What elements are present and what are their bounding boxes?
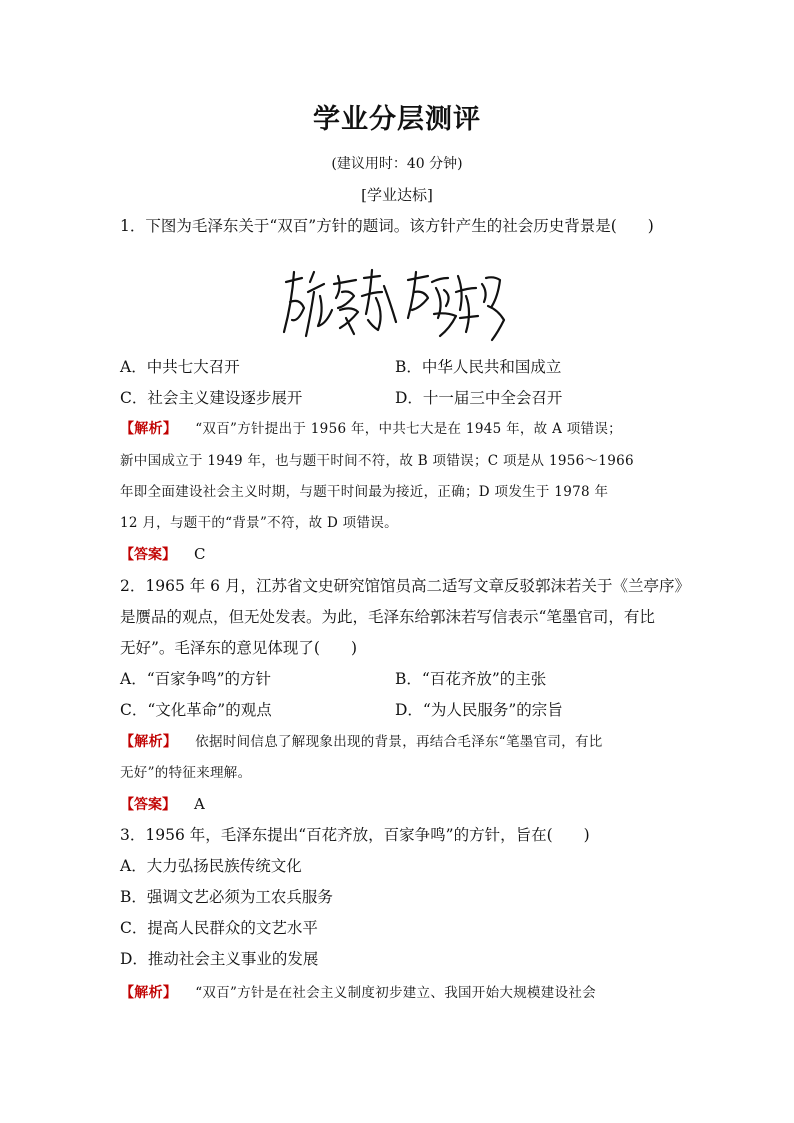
page-title: 学业分层测评 — [313, 104, 481, 135]
q1-analysis-line-1: 【解析】 “双百”方针提出于 1956 年，中共七大是在 1945 年，故 A 项错误； — [120, 421, 622, 437]
q2-stem-line-2: 是赝品的观点，但无处发表。为此，毛泽东给郭沫若写信表示“笔墨官司，有比 — [120, 608, 655, 626]
q1-option-c: C．社会主义建设逐步展开 — [120, 389, 303, 407]
q3-option-c: C．提高人民群众的文艺水平 — [120, 919, 318, 937]
q2-analysis-line-1: 【解析】 依据时间信息了解现象出现的背景，再结合毛泽东“笔墨官司，有比 — [120, 734, 603, 750]
q2-stem-line-1: 2．1965 年 6 月，江苏省文史研究馆馆员高二适写文章反驳郭沫若关于《兰亭序》 — [120, 577, 690, 595]
q2-option-c: C．“文化革命”的观点 — [120, 701, 272, 719]
q2-analysis-line-2: 无好”的特征来理解。 — [120, 765, 252, 781]
q1-option-a: A．中共七大召开 — [120, 358, 240, 376]
q3-option-b: B．强调文艺必须为工农兵服务 — [120, 888, 333, 906]
q2-option-d: D．“为人民服务”的宗旨 — [395, 701, 563, 719]
q3-stem: 3．1956 年，毛泽东提出“百花齐放，百家争鸣”的方针，旨在( ) — [120, 826, 590, 844]
answer-tag: 【答案】 — [120, 547, 176, 563]
calligraphy-image — [280, 262, 508, 344]
q3-option-d: D．推动社会主义事业的发展 — [120, 950, 319, 968]
time-hint: (建议用时：40 分钟) — [331, 156, 463, 172]
q1-analysis-line-4: 12 月，与题干的“背景”不符，故 D 项错误。 — [120, 515, 398, 531]
analysis-tag: 【解析】 — [120, 421, 178, 437]
section-heading: [学业达标] — [361, 186, 433, 204]
q1-option-b: B．中华人民共和国成立 — [395, 358, 562, 376]
q1-analysis-line-2: 新中国成立于 1949 年，也与题干时间不符，故 B 项错误；C 项是从 1956～1966 — [120, 453, 634, 469]
analysis-tag: 【解析】 — [120, 985, 178, 1001]
q3-option-a: A．大力弘扬民族传统文化 — [120, 857, 302, 875]
q2-answer: 【答案】 A — [120, 795, 205, 813]
q2-option-b: B．“百花齐放”的主张 — [395, 670, 547, 688]
q2-option-a: A．“百家争鸣”的方针 — [120, 670, 272, 688]
q1-answer: 【答案】 C — [120, 545, 206, 563]
q3-analysis-line-1: 【解析】 “双百”方针是在社会主义制度初步建立、我国开始大规模建设社会 — [120, 985, 597, 1001]
q1-analysis-line-3: 年即全面建设社会主义时期，与题干时间最为接近，正确；D 项发生于 1978 年 — [120, 484, 609, 500]
q1-option-d: D．十一届三中全会召开 — [395, 389, 563, 407]
answer-tag: 【答案】 — [120, 797, 176, 813]
q1-stem: 1．下图为毛泽东关于“双百”方针的题词。该方针产生的社会历史背景是( ) — [120, 217, 654, 235]
q2-stem-line-3: 无好”。毛泽东的意见体现了( ) — [120, 639, 358, 657]
analysis-tag: 【解析】 — [120, 734, 178, 750]
